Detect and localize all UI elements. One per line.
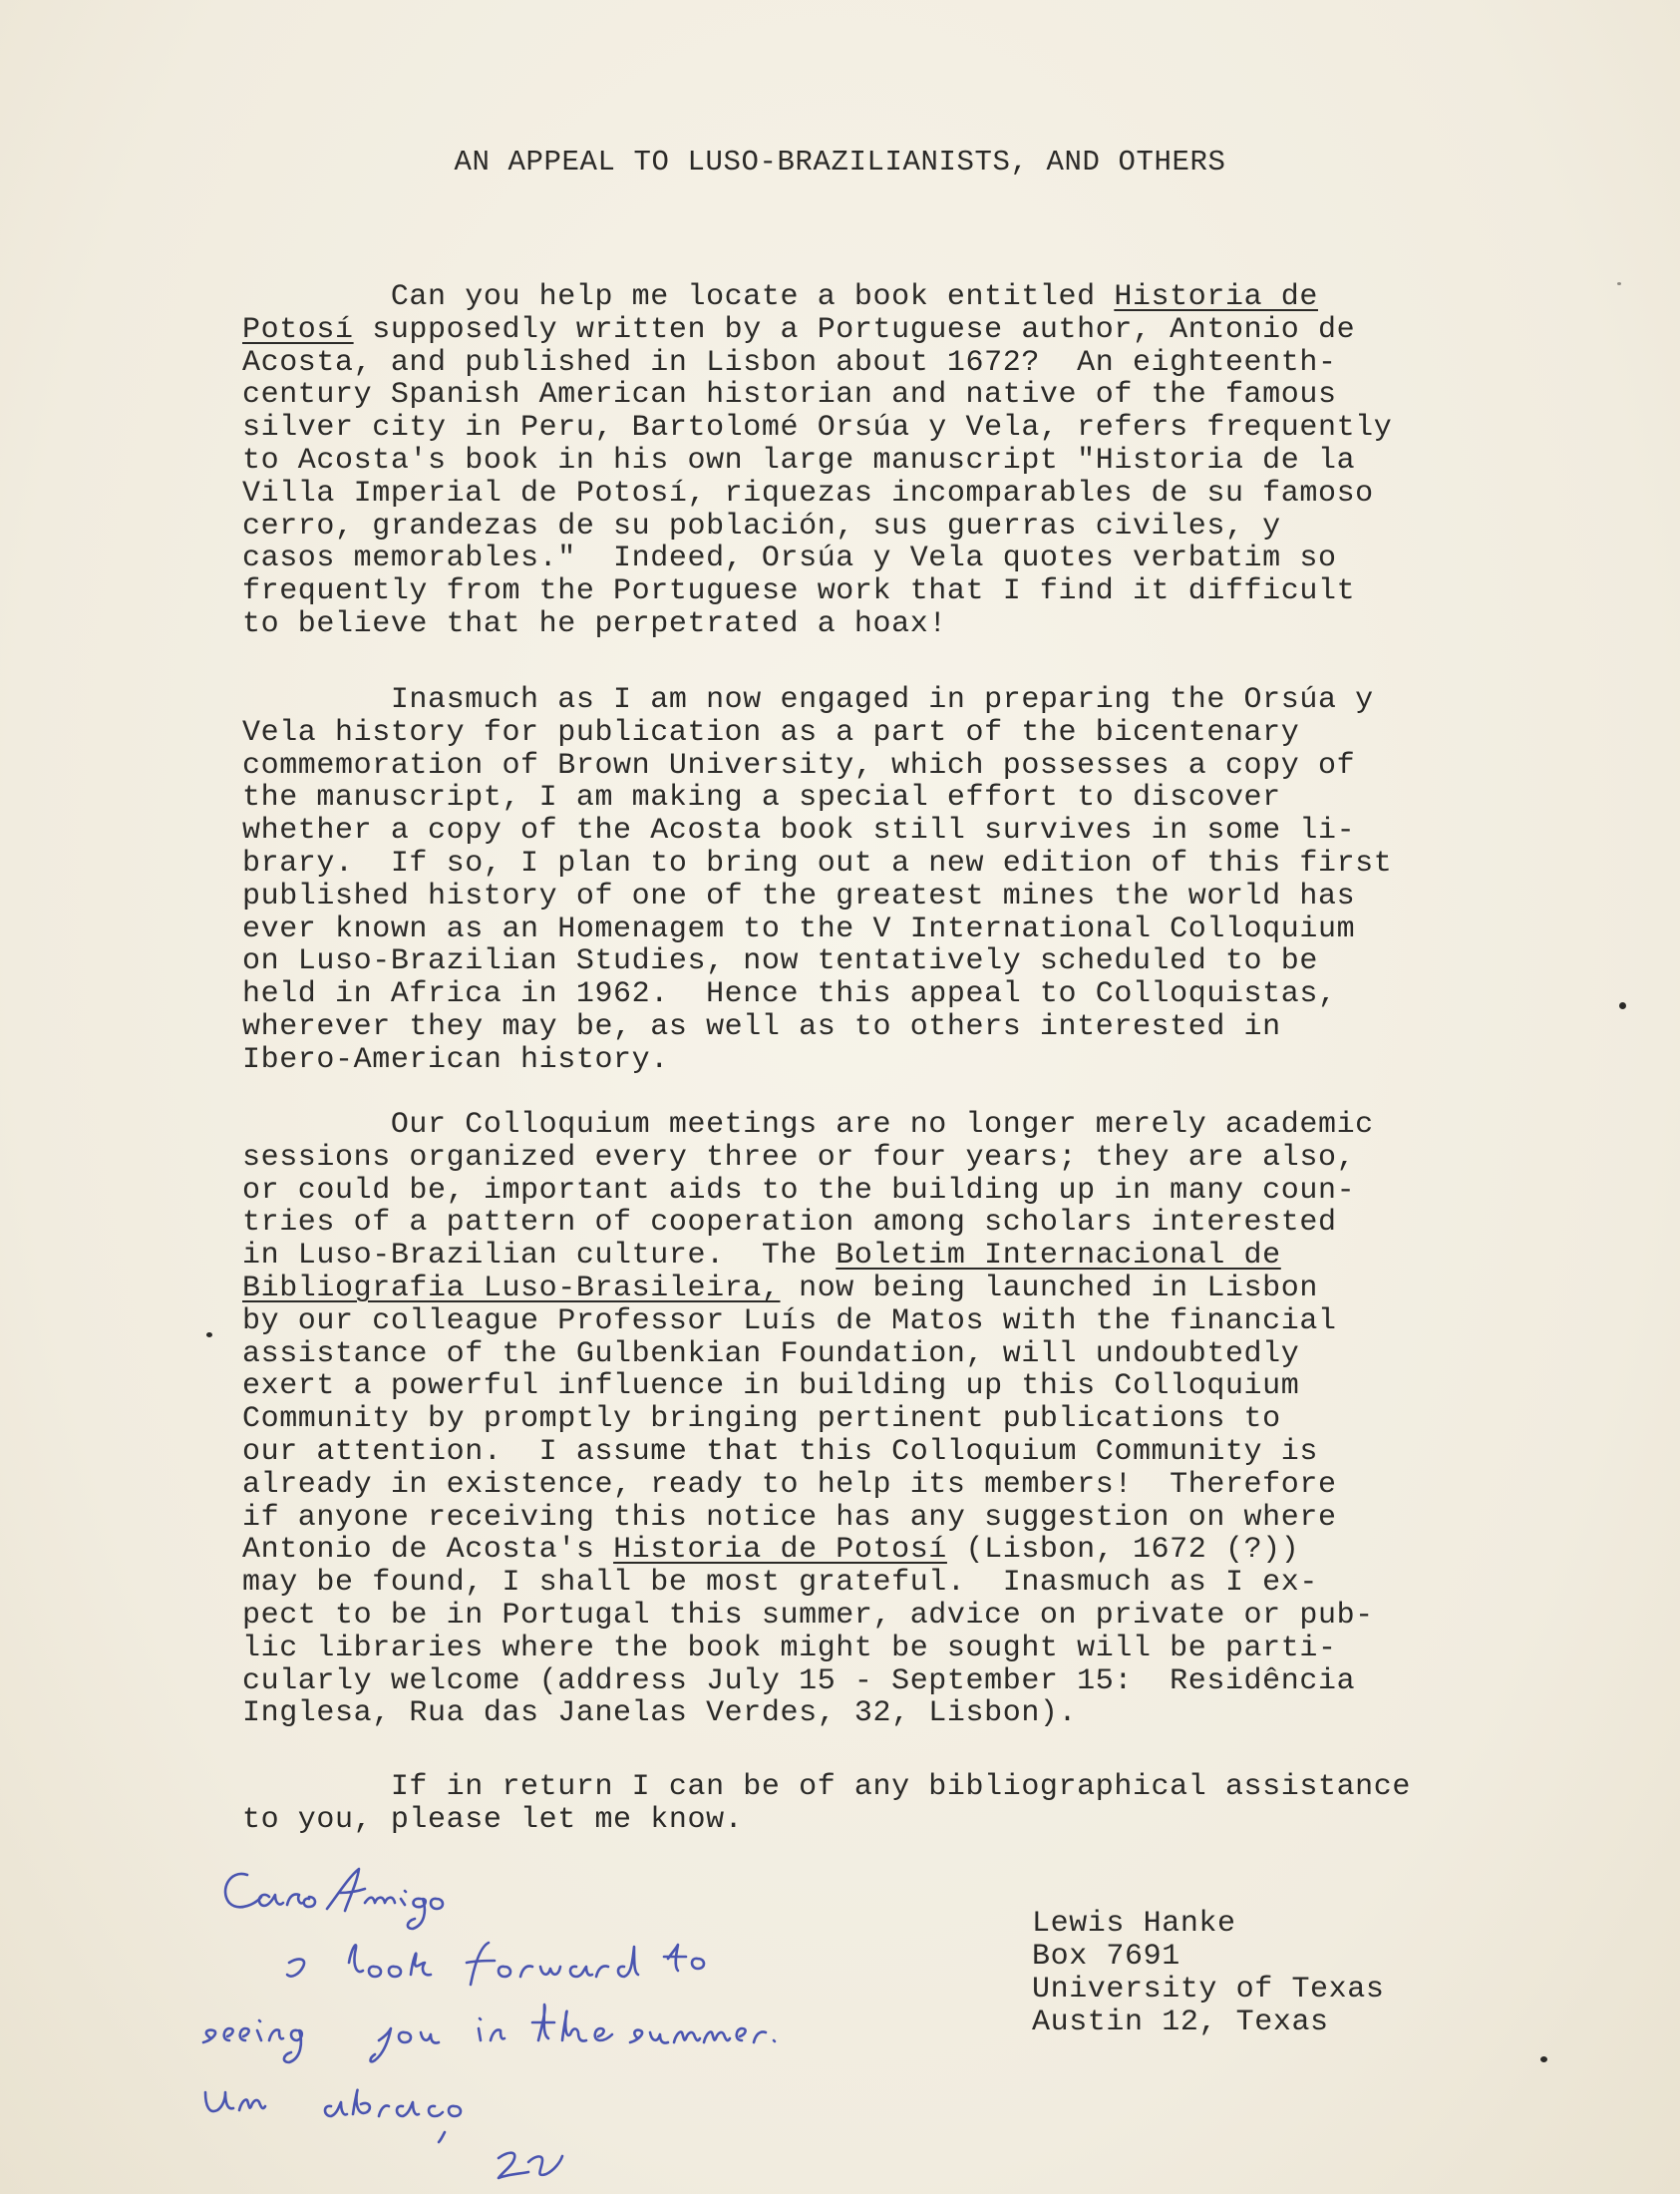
- line-text: Acosta, and published in Lisbon about 1672? An eighteenth-: [242, 345, 1337, 380]
- line-text: Vela history for publication as a part of the bicentenary: [242, 715, 1300, 750]
- handwritten-note: [199, 1863, 1097, 2182]
- line-text: cerro, grandezas de su población, sus guerras civiles, y: [242, 509, 1281, 544]
- text-line: [242, 978, 1509, 1011]
- signature-city: Austin 12, Texas: [1032, 2006, 1329, 2039]
- text-line: [242, 1142, 1509, 1175]
- line-text: commemoration of Brown University, which possesses a copy of: [242, 748, 1356, 783]
- line-text: If in return I can be of any bibliographical assistance: [242, 1770, 1411, 1804]
- text-line: [242, 1567, 1509, 1600]
- line-text: if anyone receiving this notice has any suggestion on where: [242, 1500, 1337, 1535]
- line-text: already in existence, ready to help its members! Therefore: [242, 1467, 1337, 1502]
- underlined-title: Boletim Internacional de: [836, 1239, 1281, 1274]
- line-text: lic libraries where the book might be sought will be parti-: [242, 1631, 1337, 1665]
- underlined-title: Historia de Potosí: [613, 1533, 947, 1568]
- text-line: [242, 1469, 1509, 1502]
- line-text: Inglesa, Rua das Janelas Verdes, 32, Lisbon).: [242, 1696, 1078, 1731]
- paragraph-4: [242, 1771, 1509, 1837]
- line-text: supposedly written by a Portuguese author, Antonio de: [353, 312, 1356, 347]
- line-text: to believe that he perpetrated a hoax!: [242, 606, 947, 641]
- text-line: [242, 1534, 1509, 1567]
- signature-name: Lewis Hanke: [1032, 1907, 1236, 1941]
- line-text: now being launched in Lisbon: [780, 1271, 1318, 1305]
- text-line: [242, 379, 1509, 412]
- margin-speck: [206, 1332, 212, 1337]
- signature-box: Box 7691: [1032, 1940, 1180, 1974]
- underlined-title: Historia de: [1114, 280, 1318, 314]
- line-text: in Luso-Brazilian culture. The: [242, 1239, 837, 1274]
- text-line: [242, 1804, 1509, 1837]
- text-line: [242, 511, 1509, 544]
- text-line: [242, 1436, 1509, 1469]
- line-text: to you, please let me know.: [242, 1802, 744, 1837]
- text-line: [242, 281, 1509, 314]
- text-line: [242, 750, 1509, 783]
- line-text: wherever they may be, as well as to others interested in: [242, 1009, 1281, 1044]
- line-text: on Luso-Brazilian Studies, now tentatively scheduled to be: [242, 944, 1318, 979]
- text-line: [242, 815, 1509, 848]
- line-text: pect to be in Portugal this summer, advice on private or pub-: [242, 1598, 1374, 1633]
- line-text: casos memorables." Indeed, Orsúa y Vela quotes verbatim so: [242, 542, 1337, 576]
- line-text: Community by promptly bringing pertinent publications to: [242, 1402, 1281, 1437]
- line-text: cularly welcome (address July 15 - September 15: Residência: [242, 1663, 1356, 1698]
- text-line: [242, 1633, 1509, 1665]
- text-line: [242, 914, 1509, 946]
- line-text: may be found, I shall be most grateful. Inasmuch as I ex-: [242, 1566, 1318, 1601]
- line-text: ever known as an Homenagem to the V International Colloquium: [242, 912, 1356, 946]
- text-line: [242, 1175, 1509, 1208]
- line-text: assistance of the Gulbenkian Foundation, will undoubtedly: [242, 1336, 1300, 1371]
- margin-speck: [1619, 1002, 1626, 1009]
- line-text: brary. If so, I plan to bring out a new edition of this first: [242, 846, 1393, 881]
- text-line: [242, 1109, 1509, 1142]
- paragraph-1: [242, 281, 1509, 641]
- text-line: [242, 1403, 1509, 1436]
- margin-speck: [1617, 282, 1621, 285]
- text-line: [242, 1502, 1509, 1535]
- text-line: [242, 848, 1509, 881]
- text-line: [242, 445, 1509, 478]
- line-text: exert a powerful influence in building up this Colloquium: [242, 1369, 1300, 1404]
- text-line: [242, 782, 1509, 815]
- line-text: held in Africa in 1962. Hence this appeal to Colloquistas,: [242, 977, 1337, 1012]
- line-text: by our colleague Professor Luís de Matos with the financial: [242, 1303, 1337, 1338]
- text-line: [242, 1370, 1509, 1403]
- text-line: [242, 543, 1509, 575]
- margin-speck: [1540, 2056, 1547, 2062]
- text-line: [242, 1207, 1509, 1240]
- line-text: Our Colloquium meetings are no longer merely academic: [242, 1108, 1374, 1142]
- underlined-title: Bibliografia Luso-Brasileira,: [242, 1271, 781, 1305]
- line-text: or could be, important aids to the building up in many coun-: [242, 1173, 1356, 1208]
- line-text: sessions organized every three or four years; they are also,: [242, 1140, 1356, 1175]
- text-line: [242, 1665, 1509, 1698]
- line-text: whether a copy of the Acosta book still survives in some li-: [242, 814, 1356, 849]
- line-text: published history of one of the greatest mines the world has: [242, 879, 1356, 914]
- text-line: [242, 1600, 1509, 1633]
- line-text: Inasmuch as I am now engaged in preparing the Orsúa y: [242, 683, 1374, 717]
- line-text: the manuscript, I am making a special effort to discover: [242, 781, 1281, 816]
- text-line: [242, 1697, 1509, 1730]
- line-text: tries of a pattern of cooperation among scholars interested: [242, 1206, 1337, 1241]
- line-text: Villa Imperial de Potosí, riquezas incomparables de su famoso: [242, 476, 1374, 511]
- line-text: (Lisbon, 1672 (?)): [946, 1533, 1300, 1568]
- paragraph-2: [242, 684, 1509, 1077]
- text-line: [242, 1771, 1509, 1804]
- paragraph-3: [242, 1109, 1509, 1730]
- line-text: Ibero-American history.: [242, 1042, 669, 1077]
- text-line: [242, 1338, 1509, 1371]
- text-line: [242, 1305, 1509, 1338]
- text-line: [242, 945, 1509, 978]
- document-title: AN APPEAL TO LUSO-BRAZILIANISTS, AND OTHERS: [454, 146, 1226, 179]
- text-line: [242, 608, 1509, 641]
- text-line: [242, 717, 1509, 750]
- underlined-title: Potosí: [242, 312, 354, 347]
- text-line: [242, 684, 1509, 717]
- signature-university: University of Texas: [1032, 1973, 1385, 2007]
- text-line: [242, 412, 1509, 445]
- text-line: [242, 314, 1509, 347]
- line-text: Can you help me locate a book entitled: [242, 280, 1115, 314]
- text-line: [242, 575, 1509, 608]
- text-line: [242, 347, 1509, 380]
- text-line: [242, 1044, 1509, 1077]
- text-line: [242, 1273, 1509, 1305]
- text-line: [242, 881, 1509, 914]
- text-line: [242, 1240, 1509, 1273]
- line-text: our attention. I assume that this Colloquium Community is: [242, 1434, 1318, 1469]
- line-text: silver city in Peru, Bartolomé Orsúa y Vela, refers frequently: [242, 411, 1393, 446]
- text-line: [242, 478, 1509, 511]
- line-text: frequently from the Portuguese work that I find it difficult: [242, 574, 1356, 609]
- line-text: century Spanish American historian and native of the famous: [242, 378, 1337, 413]
- line-text: to Acosta's book in his own large manuscript "Historia de la: [242, 443, 1356, 478]
- line-text: Antonio de Acosta's: [242, 1533, 614, 1568]
- text-line: [242, 1011, 1509, 1044]
